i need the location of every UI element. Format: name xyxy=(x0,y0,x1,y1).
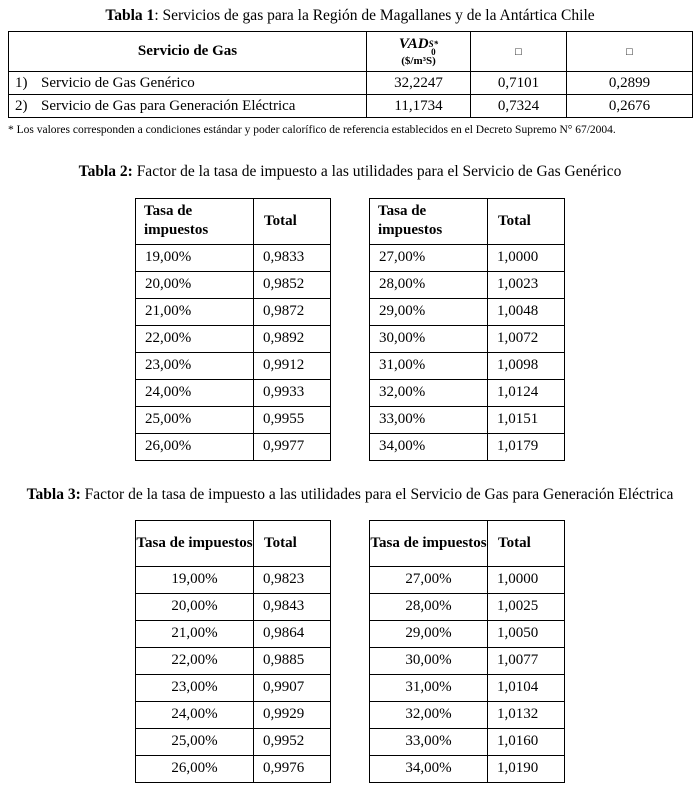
tabla2-tables xyxy=(0,198,700,461)
table-cell: 23,00% xyxy=(136,674,254,701)
row-number: 1) xyxy=(15,74,28,91)
table-cell: 0,9976 xyxy=(254,755,331,782)
table-cell: 0,9977 xyxy=(254,433,331,460)
table-cell: 0,9892 xyxy=(254,325,331,352)
vad-main: VAD xyxy=(398,35,429,52)
table-row xyxy=(9,95,693,118)
row-number: 2) xyxy=(15,97,28,114)
tabla2-left-table xyxy=(135,198,331,461)
table-cell: 0,9929 xyxy=(254,701,331,728)
table-cell: 21,00% xyxy=(136,620,254,647)
factor-value: 0,7101 xyxy=(471,72,567,95)
table-cell: 26,00% xyxy=(136,433,254,460)
tabla1-table xyxy=(8,31,693,118)
table-cell: 0,9933 xyxy=(254,379,331,406)
table-cell: 0,9885 xyxy=(254,647,331,674)
column-header-total: Total xyxy=(254,198,331,244)
column-header-tasa: Tasa de impuestos xyxy=(136,198,254,244)
tabla3-right-table xyxy=(369,520,565,783)
table-cell: 1,0023 xyxy=(488,271,565,298)
column-header-tasa: Tasa de impuestos xyxy=(370,520,488,566)
table-cell: 1,0104 xyxy=(488,674,565,701)
vad-symbol xyxy=(367,37,470,56)
tabla3-right-header-row xyxy=(370,520,565,566)
table-cell: 32,00% xyxy=(370,379,488,406)
table-row xyxy=(136,647,331,674)
table-row xyxy=(370,406,565,433)
tabla2-left-body xyxy=(136,244,331,460)
factor-value: 0,2899 xyxy=(567,72,693,95)
tabla3-left-table xyxy=(135,520,331,783)
table-row xyxy=(136,728,331,755)
table-cell: 25,00% xyxy=(136,728,254,755)
table-cell: 33,00% xyxy=(370,728,488,755)
column-header-total: Total xyxy=(488,198,565,244)
tabla3-left-header-row xyxy=(136,520,331,566)
table-cell: 19,00% xyxy=(136,566,254,593)
table-row xyxy=(370,271,565,298)
table-cell: 0,9833 xyxy=(254,244,331,271)
table-cell: 1,0048 xyxy=(488,298,565,325)
table-row xyxy=(136,406,331,433)
table-cell: 1,0077 xyxy=(488,647,565,674)
table-cell: 1,0000 xyxy=(488,566,565,593)
table-cell: 24,00% xyxy=(136,379,254,406)
column-header-symbol-2 xyxy=(567,32,693,72)
table-cell: 27,00% xyxy=(370,244,488,271)
column-header-symbol-1 xyxy=(471,32,567,72)
placeholder-glyph: □ xyxy=(626,46,633,58)
table-row xyxy=(136,298,331,325)
tabla3-left-body xyxy=(136,566,331,782)
tabla2-right-body xyxy=(370,244,565,460)
vad-unit: ($/m³S) xyxy=(401,54,436,67)
vad-subscript: 0 xyxy=(431,46,436,57)
table-cell: 27,00% xyxy=(370,566,488,593)
table-cell: 1,0160 xyxy=(488,728,565,755)
table-cell: 19,00% xyxy=(136,244,254,271)
table-row xyxy=(370,244,565,271)
table-row xyxy=(136,352,331,379)
table-cell: 1,0151 xyxy=(488,406,565,433)
table-cell: 1,0072 xyxy=(488,325,565,352)
tabla2-title-label: Tabla 2: xyxy=(78,163,133,181)
tabla2-title-text: Factor de la tasa de impuesto a las utilidades para el Servicio de Gas Genérico xyxy=(132,163,622,181)
table-row xyxy=(136,674,331,701)
tabla1-title-text: : Servicios de gas para la Región de Magallanes y de la Antártica Chile xyxy=(154,7,595,24)
table-row xyxy=(136,325,331,352)
table-row xyxy=(136,244,331,271)
tabla1-title xyxy=(0,0,700,25)
table-cell: 34,00% xyxy=(370,755,488,782)
table-row xyxy=(370,433,565,460)
tabla2-right-header-row xyxy=(370,198,565,244)
table-row xyxy=(9,72,693,95)
table-row xyxy=(136,620,331,647)
table-cell: 0,9955 xyxy=(254,406,331,433)
table-cell: 0,9843 xyxy=(254,593,331,620)
table-cell: 1,0025 xyxy=(488,593,565,620)
table-row xyxy=(370,352,565,379)
table-row xyxy=(370,566,565,593)
table-cell: 31,00% xyxy=(370,674,488,701)
column-header-total: Total xyxy=(488,520,565,566)
tabla3-right-body xyxy=(370,566,565,782)
column-header-servicio: Servicio de Gas xyxy=(9,32,367,72)
table-cell: 28,00% xyxy=(370,593,488,620)
column-header-tasa: Tasa de impuestos xyxy=(136,520,254,566)
table-cell: 0,9912 xyxy=(254,352,331,379)
table-cell: 22,00% xyxy=(136,325,254,352)
table-cell: 21,00% xyxy=(136,298,254,325)
table-cell: 34,00% xyxy=(370,433,488,460)
servicio-cell xyxy=(9,95,367,118)
table-cell: 31,00% xyxy=(370,352,488,379)
table-row xyxy=(136,701,331,728)
table-row xyxy=(370,325,565,352)
table-cell: 20,00% xyxy=(136,271,254,298)
servicio-name: Servicio de Gas Genérico xyxy=(41,74,195,91)
servicio-cell xyxy=(9,72,367,95)
tabla3-title-label: Tabla 3: xyxy=(26,485,81,503)
tabla2-title xyxy=(0,162,700,181)
table-row xyxy=(136,566,331,593)
table-row xyxy=(370,728,565,755)
vad-superscript: S* xyxy=(428,38,439,49)
vad-value: 32,2247 xyxy=(367,72,471,95)
tabla2-left-header-row xyxy=(136,198,331,244)
tabla1-footnote: * Los valores corresponden a condiciones estándar y poder calorífico de referencia establecidos en el Decreto Supremo N° 67/2004. xyxy=(8,124,616,136)
column-header-tasa: Tasa de impuestos xyxy=(370,198,488,244)
tabla1-title-label: Tabla 1 xyxy=(105,7,155,24)
tabla3-title xyxy=(0,485,700,504)
table-cell: 33,00% xyxy=(370,406,488,433)
servicio-name: Servicio de Gas para Generación Eléctrica xyxy=(41,97,296,114)
table-cell: 30,00% xyxy=(370,325,488,352)
factor-value: 0,7324 xyxy=(471,95,567,118)
table-cell: 1,0179 xyxy=(488,433,565,460)
table-row xyxy=(370,755,565,782)
tabla2-right-table xyxy=(369,198,565,461)
table-cell: 25,00% xyxy=(136,406,254,433)
column-header-vad xyxy=(367,32,471,72)
table-row xyxy=(370,593,565,620)
table-row xyxy=(370,674,565,701)
tabla1-header-row xyxy=(9,32,693,72)
table-row xyxy=(136,755,331,782)
table-cell: 1,0132 xyxy=(488,701,565,728)
tabla3-title-text: Factor de la tasa de impuesto a las utilidades para el Servicio de Gas para Generación Eléctrica xyxy=(80,485,674,503)
table-cell: 29,00% xyxy=(370,298,488,325)
table-cell: 0,9823 xyxy=(254,566,331,593)
table-cell: 0,9952 xyxy=(254,728,331,755)
tabla3-tables xyxy=(0,520,700,783)
table-cell: 1,0124 xyxy=(488,379,565,406)
column-header-total: Total xyxy=(254,520,331,566)
table-cell: 0,9872 xyxy=(254,298,331,325)
table-row xyxy=(370,701,565,728)
table-cell: 28,00% xyxy=(370,271,488,298)
table-cell: 1,0000 xyxy=(488,244,565,271)
table-row xyxy=(370,298,565,325)
table-row xyxy=(370,620,565,647)
table-row xyxy=(370,379,565,406)
table-cell: 1,0190 xyxy=(488,755,565,782)
table-cell: 23,00% xyxy=(136,352,254,379)
table-cell: 26,00% xyxy=(136,755,254,782)
factor-value: 0,2676 xyxy=(567,95,693,118)
table-cell: 1,0098 xyxy=(488,352,565,379)
vad-value: 11,1734 xyxy=(367,95,471,118)
table-cell: 0,9852 xyxy=(254,271,331,298)
table-row xyxy=(136,593,331,620)
table-row xyxy=(136,433,331,460)
table-cell: 24,00% xyxy=(136,701,254,728)
table-cell: 20,00% xyxy=(136,593,254,620)
table-row xyxy=(370,647,565,674)
table-cell: 0,9907 xyxy=(254,674,331,701)
table-cell: 32,00% xyxy=(370,701,488,728)
table-cell: 22,00% xyxy=(136,647,254,674)
table-row xyxy=(136,271,331,298)
table-cell: 0,9864 xyxy=(254,620,331,647)
placeholder-glyph: □ xyxy=(515,46,522,58)
table-cell: 1,0050 xyxy=(488,620,565,647)
table-cell: 29,00% xyxy=(370,620,488,647)
table-cell: 30,00% xyxy=(370,647,488,674)
table-row xyxy=(136,379,331,406)
